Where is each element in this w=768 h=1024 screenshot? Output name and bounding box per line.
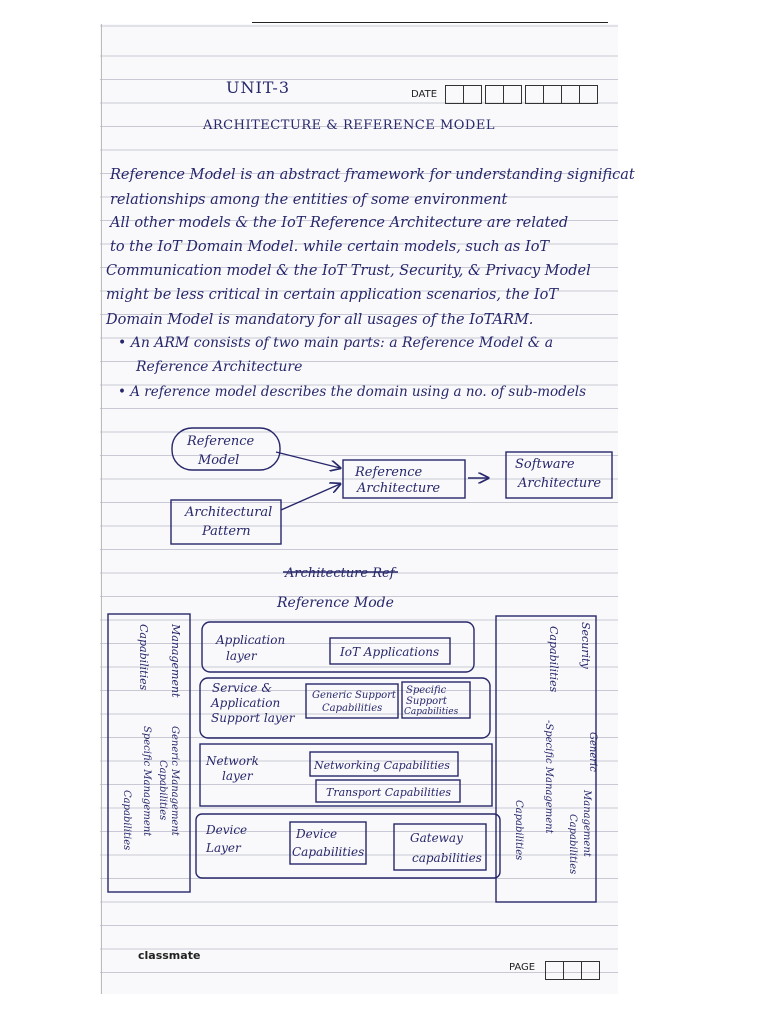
right-col-line-3: Generic [587,732,598,772]
left-col-line-6: Capabilities [121,790,132,851]
page-title: ARCHITECTURE & REFERENCE MODEL [203,118,495,133]
network-label-2: layer [222,769,253,783]
device-layer-label-2: Layer [206,841,241,855]
right-col-line-6: -Specific Management [543,720,554,834]
transport-cap-text: Transport Capabilities [326,786,451,799]
gateway-cap-text-1: Gateway [410,831,463,845]
specific-support-text-1: Specific [406,685,447,696]
layer-diagram-heading: Reference Mode [277,595,394,611]
specific-support-text-3: Capabilities [404,707,459,717]
right-col-line-1: Security [579,622,592,669]
right-col-line-4: Management [581,790,592,857]
date-label: DATE [411,89,438,100]
arch-pattern-text-2: Pattern [202,524,251,539]
software-arch-text-2: Architecture [518,476,602,491]
service-label-2: Application [211,696,281,710]
ref-arch-text-2: Architecture [357,481,441,496]
networking-cap-text: Networking Capabilities [314,759,450,772]
body-line-3: All other models & the IoT Reference Architecture are related [110,215,569,231]
arrow-model-to-arch [276,452,340,468]
left-col-line-5: Specific Management [141,726,152,837]
page-number-boxes [545,961,599,980]
app-layer-label-1: Application [216,633,286,647]
body-line-4: to the IoT Domain Model. while certain models, such as IoT [110,239,550,255]
body-line-6: might be less critical in certain application scenarios, the IoT [106,287,559,303]
network-label-1: Network [206,754,259,768]
page-label: PAGE [509,962,536,973]
ref-model-text-1: Reference [187,434,255,449]
device-layer-label-1: Device [206,823,248,837]
left-col-line-4: Capabilities [157,760,168,821]
body-line-2: relationships among the entities of some environment [110,192,508,208]
right-col-line-5: Capabilities [567,814,578,875]
arch-pattern-text-1: Architectural [185,505,273,520]
body-line-5: Communication model & the IoT Trust, Security, & Privacy Model [106,263,591,279]
body-line-1: Reference Model is an abstract framework for understanding significat [110,167,635,183]
iot-applications-text: IoT Applications [340,645,440,659]
body-line-7: Domain Model is mandatory for all usages of the IoTARM. [106,312,534,328]
service-label-1: Service & [212,681,272,695]
ref-model-text-2: Model [198,453,240,468]
specific-support-text-2: Support [406,696,447,707]
app-layer-label-2: layer [226,649,257,663]
device-cap-text-2: Capabilities [292,845,365,859]
gateway-cap-text-2: capabilities [412,851,482,865]
software-arch-text-1: Software [515,457,575,472]
right-col-line-2: Capabilities [547,626,560,693]
bullet-2-line-1: • A reference model describes the domain using a no. of sub-models [118,384,587,400]
struck-heading: Architecture Ref [285,566,395,581]
brand-logo: classmate [138,949,201,962]
left-col-line-1: Management [169,624,182,698]
left-col-line-3: Generic Management [169,726,180,836]
unit-label: UNIT-3 [226,78,290,97]
generic-support-text-2: Capabilities [322,703,383,714]
bullet-1-line-2: Reference Architecture [136,359,303,375]
bullet-1-line-1: • An ARM consists of two main parts: a Reference Model & a [118,335,554,351]
right-col-line-7: Capabilities [513,800,524,861]
arrow-pattern-to-arch [281,484,340,510]
generic-support-text-1: Generic Support [312,690,396,701]
left-col-line-2: Capabilities [137,624,150,691]
device-cap-text-1: Device [296,827,338,841]
ref-arch-text-1: Reference [355,465,423,480]
service-label-3: Support layer [211,711,295,725]
